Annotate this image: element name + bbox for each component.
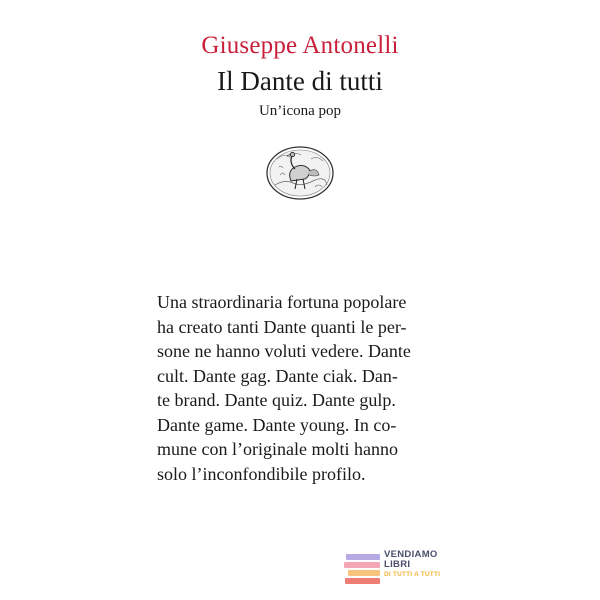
logo-line-2: LIBRI — [384, 559, 411, 570]
book-stripe — [348, 570, 380, 576]
blurb-line: Dante game. Dante young. In co- — [157, 414, 397, 435]
blurb-text — [157, 290, 457, 486]
book-stripe — [345, 578, 380, 584]
publisher-ostrich-emblem-icon — [265, 145, 335, 201]
book-subtitle: Un’icona pop — [258, 103, 342, 119]
logo-line-1: VENDIAMO — [384, 549, 438, 560]
book-title: Il Dante di tutti — [217, 66, 383, 96]
logo-tagline: DI TUTTI A TUTTI — [384, 571, 441, 578]
blurb-line: te brand. Dante quiz. Dante gulp. — [157, 390, 396, 410]
vendiamo-libri-logo — [342, 548, 482, 588]
blurb-line: mune con l’originale molti hanno — [157, 439, 398, 459]
blurb-line: cult. Dante gag. Dante ciak. Dan- — [157, 365, 398, 386]
blurb-line: ha creato tanti Dante quanti le per- — [157, 316, 407, 337]
blurb-line: Una straordinaria fortuna popolare — [157, 292, 407, 312]
blurb-line: solo l’inconfondibile profilo. — [157, 463, 366, 484]
stacked-books-icon — [342, 548, 382, 588]
book-stripe — [346, 554, 380, 560]
book-stripe — [344, 562, 380, 568]
logo-text — [384, 550, 440, 580]
blurb-line: sone ne hanno voluti vedere. Dante — [157, 341, 411, 361]
author-name: Giuseppe Antonelli — [201, 32, 399, 59]
